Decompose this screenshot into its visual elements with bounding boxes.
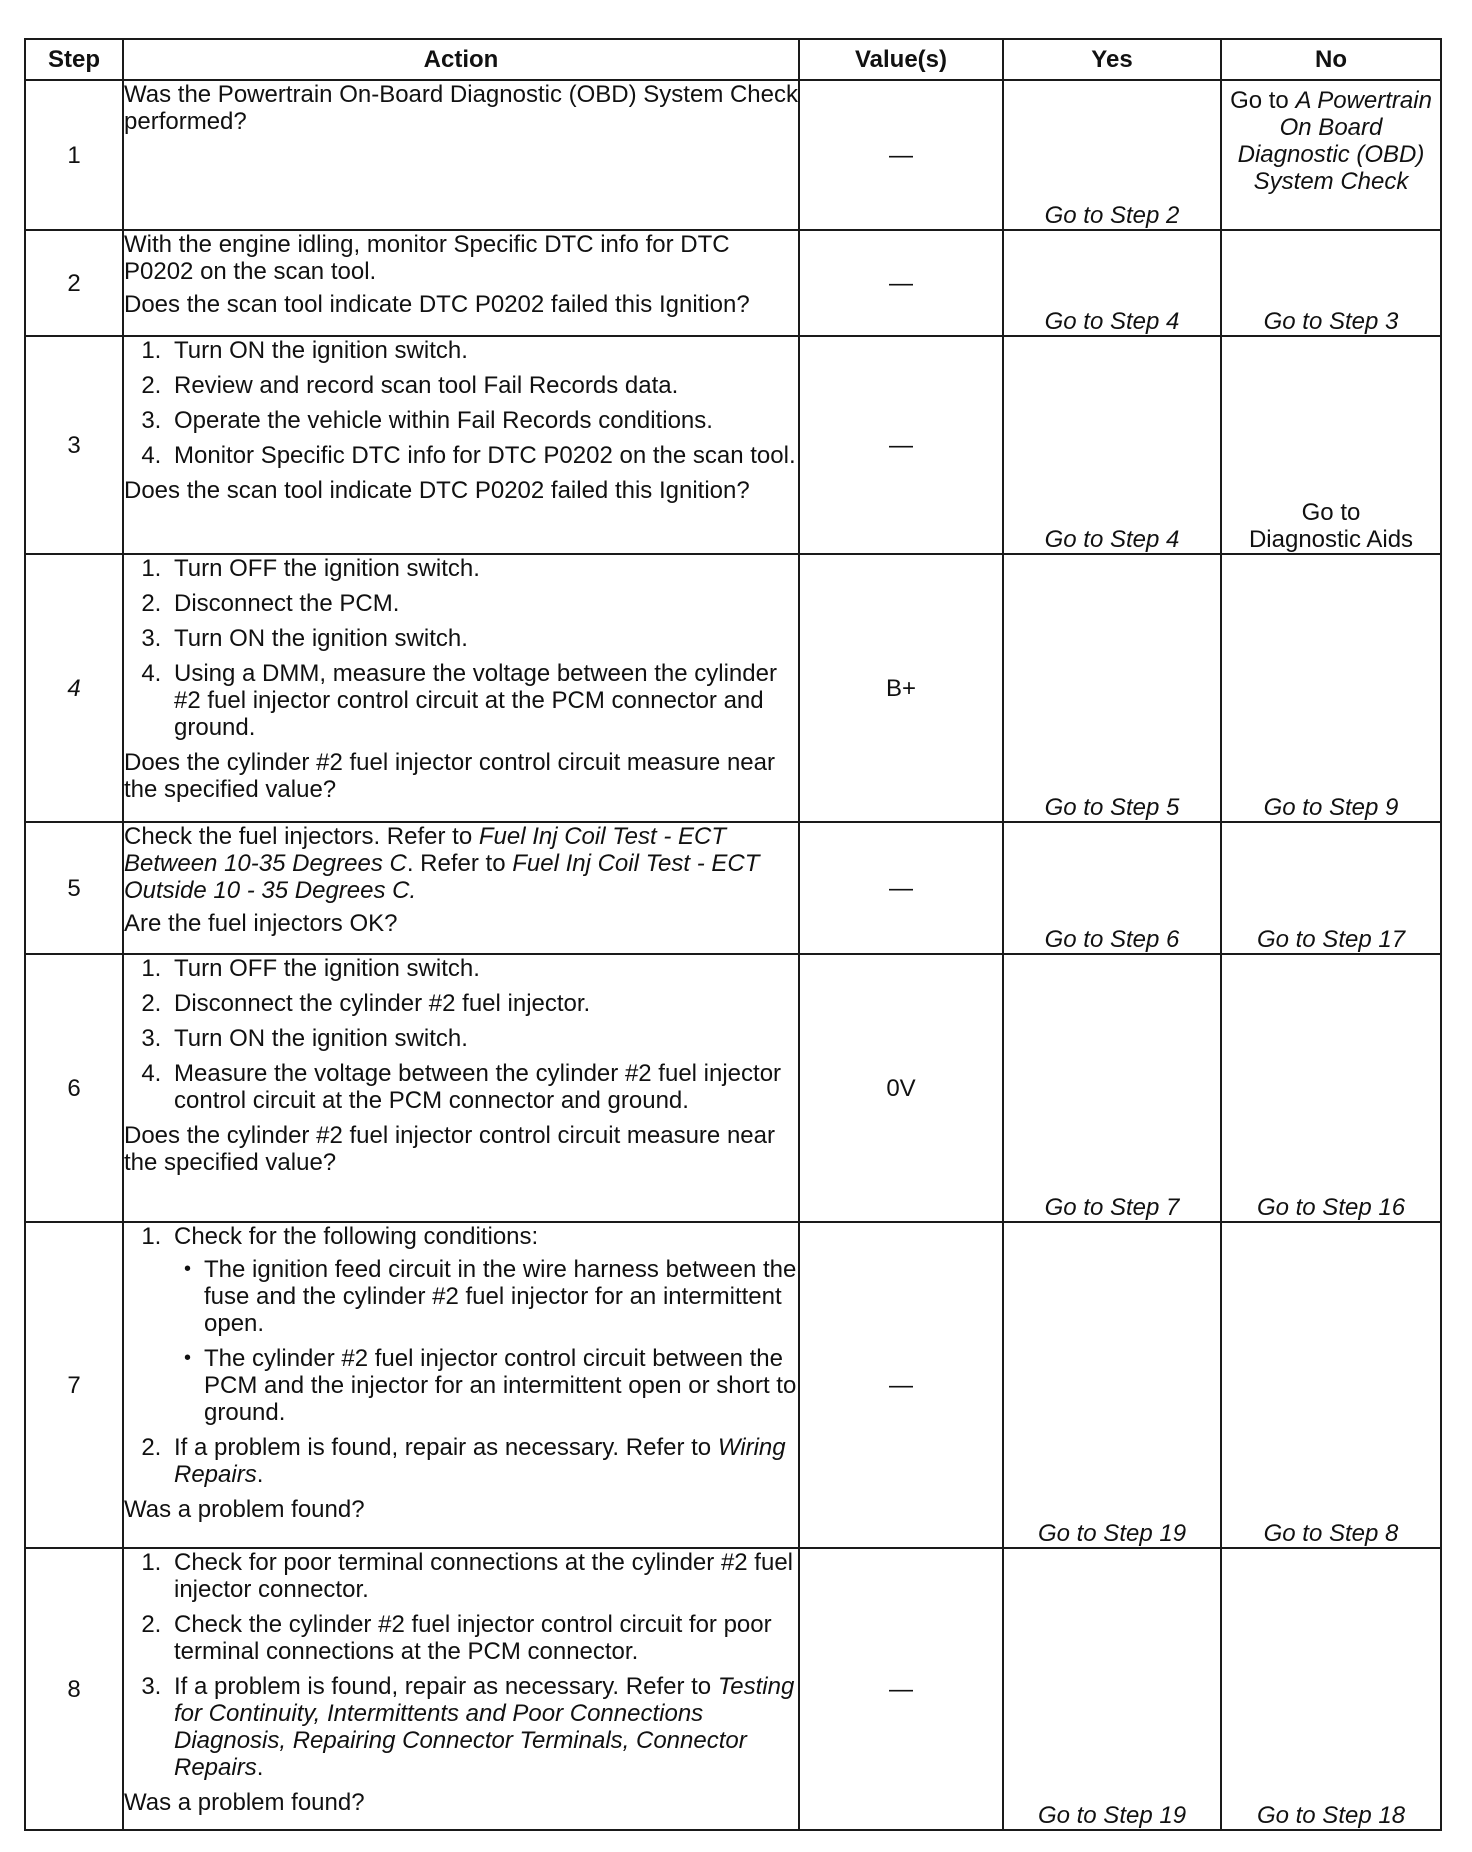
list-item: 4. Using a DMM, measure the voltage between the cylinder #2 fuel injector control circuit at the PCM connector and ground. — [168, 660, 798, 741]
table-row — [25, 554, 1441, 822]
no-prefix: Go to — [1230, 87, 1296, 114]
value-cell: — — [799, 80, 1003, 230]
reference-link: Wiring Repairs — [174, 1434, 786, 1488]
action-cell — [123, 230, 799, 336]
action-question: Are the fuel injectors OK? — [124, 910, 398, 937]
value-cell: — — [799, 1222, 1003, 1548]
action-cell — [123, 80, 799, 230]
header-step: Step — [25, 39, 123, 80]
action-question: Was a problem found? — [124, 1789, 365, 1816]
list-item: 4. Measure the voltage between the cylinder #2 fuel injector control circuit at the PCM connector and ground. — [168, 1060, 798, 1114]
list-item-text: If a problem is found, repair as necessary. Refer to — [174, 1673, 718, 1700]
action-cell — [123, 1222, 799, 1548]
no-cell: Go to Step 17 — [1221, 822, 1441, 954]
header-row — [25, 39, 1441, 80]
action-question: Does the cylinder #2 fuel injector control circuit measure near the specified value? — [124, 1122, 775, 1176]
action-question: Does the scan tool indicate DTC P0202 failed this Ignition? — [124, 291, 750, 318]
bullet-item: • The ignition feed circuit in the wire harness between the fuse and the cylinder #2 fuel injector for an intermittent open. — [204, 1256, 798, 1337]
yes-cell: Go to Step 6 — [1003, 822, 1221, 954]
no-cell: Go to Step 9 — [1221, 554, 1441, 822]
header-values: Value(s) — [799, 39, 1003, 80]
value-cell: 0V — [799, 954, 1003, 1222]
yes-cell: Go to Step 5 — [1003, 554, 1221, 822]
step-number: 8 — [25, 1548, 123, 1830]
list-item-text: Check for the following conditions: — [174, 1223, 539, 1250]
value-cell: — — [799, 1548, 1003, 1830]
action-text — [124, 823, 798, 904]
action-cell — [123, 554, 799, 822]
value-cell: — — [799, 822, 1003, 954]
action-steps — [124, 955, 798, 1114]
list-item: 1. Turn OFF the ignition switch. — [168, 555, 798, 582]
no-link: A Powertrain On Board Diagnostic (OBD) System Check — [1237, 87, 1432, 195]
action-text: Was the Powertrain On-Board Diagnostic (OBD) System Check performed? — [124, 81, 799, 135]
list-item: 2. Check the cylinder #2 fuel injector control circuit for poor terminal connections at the PCM connector. — [168, 1611, 798, 1665]
header-yes: Yes — [1003, 39, 1221, 80]
no-line-1: Go to — [1301, 499, 1361, 526]
list-item-text: If a problem is found, repair as necessary. Refer to — [174, 1434, 718, 1461]
table-row — [25, 230, 1441, 336]
list-item: 1. Check for poor terminal connections at the cylinder #2 fuel injector connector. — [168, 1549, 798, 1603]
action-steps — [124, 1549, 798, 1781]
value-cell: B+ — [799, 554, 1003, 822]
no-cell: Go to Step 16 — [1221, 954, 1441, 1222]
yes-cell: Go to Step 4 — [1003, 336, 1221, 554]
no-cell: Go to Step 18 — [1221, 1548, 1441, 1830]
action-cell — [123, 1548, 799, 1830]
list-item: 2. If a problem is found, repair as necessary. Refer to Wiring Repairs. — [168, 1434, 798, 1488]
action-cell — [123, 336, 799, 554]
header-no: No — [1221, 39, 1441, 80]
action-cell — [123, 822, 799, 954]
yes-cell: Go to Step 19 — [1003, 1548, 1221, 1830]
yes-cell: Go to Step 19 — [1003, 1222, 1221, 1548]
action-question: Does the cylinder #2 fuel injector control circuit measure near the specified value? — [124, 749, 775, 803]
action-text-part: . Refer to — [406, 850, 513, 877]
yes-cell: Go to Step 4 — [1003, 230, 1221, 336]
list-item — [168, 1223, 798, 1426]
action-text-part: Check the fuel injectors. Refer to — [124, 823, 479, 850]
reference-link: Testing for Continuity, Intermittents and Poor Connections Diagnosis, Repairing Connector Terminals, Connector Repairs — [174, 1673, 795, 1781]
step-number: 7 — [25, 1222, 123, 1548]
reference-link: Fuel Inj Coil Test - ECT Between 10-35 Degrees C — [124, 823, 727, 877]
yes-cell: Go to Step 7 — [1003, 954, 1221, 1222]
action-steps — [124, 337, 798, 469]
list-item: 2. Disconnect the PCM. — [168, 590, 798, 617]
no-cell — [1221, 80, 1441, 230]
condition-bullets — [174, 1256, 798, 1426]
list-item: 2. Review and record scan tool Fail Records data. — [168, 372, 798, 399]
list-item: 1. Turn OFF the ignition switch. — [168, 955, 798, 982]
value-cell: — — [799, 230, 1003, 336]
table-row — [25, 336, 1441, 554]
action-question: Was a problem found? — [124, 1496, 365, 1523]
no-cell: Go to Step 3 — [1221, 230, 1441, 336]
action-question: Does the scan tool indicate DTC P0202 failed this Ignition? — [124, 477, 750, 504]
no-cell — [1221, 336, 1441, 554]
step-number: 4 — [25, 554, 123, 822]
reference-link: Fuel Inj Coil Test - ECT Outside 10 - 35 Degrees C — [124, 850, 760, 904]
table-row — [25, 822, 1441, 954]
action-text-part: . — [409, 877, 417, 904]
list-item: 2. Disconnect the cylinder #2 fuel injector. — [168, 990, 798, 1017]
step-number: 6 — [25, 954, 123, 1222]
action-steps — [124, 555, 798, 741]
step-number: 3 — [25, 336, 123, 554]
list-item: 3. If a problem is found, repair as necessary. Refer to Testing for Continuity, Intermittents and Poor Connections Diagnosis, Repairing Connector Terminals, Connector Repairs. — [168, 1673, 798, 1781]
list-item: 1. Turn ON the ignition switch. — [168, 337, 798, 364]
list-item: 3. Operate the vehicle within Fail Records conditions. — [168, 407, 798, 434]
list-item: 3. Turn ON the ignition switch. — [168, 1025, 798, 1052]
table-row — [25, 1222, 1441, 1548]
table-row — [25, 80, 1441, 230]
value-cell: — — [799, 336, 1003, 554]
step-number: 1 — [25, 80, 123, 230]
table-row — [25, 1548, 1441, 1830]
no-line-2: Diagnostic Aids — [1248, 526, 1414, 553]
bullet-item: • The cylinder #2 fuel injector control circuit between the PCM and the injector for an intermittent open or short to ground. — [204, 1345, 798, 1426]
diagnostic-table — [24, 38, 1442, 1831]
list-item: 3. Turn ON the ignition switch. — [168, 625, 798, 652]
action-cell — [123, 954, 799, 1222]
action-steps — [124, 1223, 798, 1488]
no-cell: Go to Step 8 — [1221, 1222, 1441, 1548]
header-action: Action — [123, 39, 799, 80]
step-number: 5 — [25, 822, 123, 954]
table-row — [25, 954, 1441, 1222]
action-text: With the engine idling, monitor Specific DTC info for DTC P0202 on the scan tool. — [124, 231, 730, 285]
yes-cell: Go to Step 2 — [1003, 80, 1221, 230]
step-number: 2 — [25, 230, 123, 336]
list-item: 4. Monitor Specific DTC info for DTC P0202 on the scan tool. — [168, 442, 798, 469]
